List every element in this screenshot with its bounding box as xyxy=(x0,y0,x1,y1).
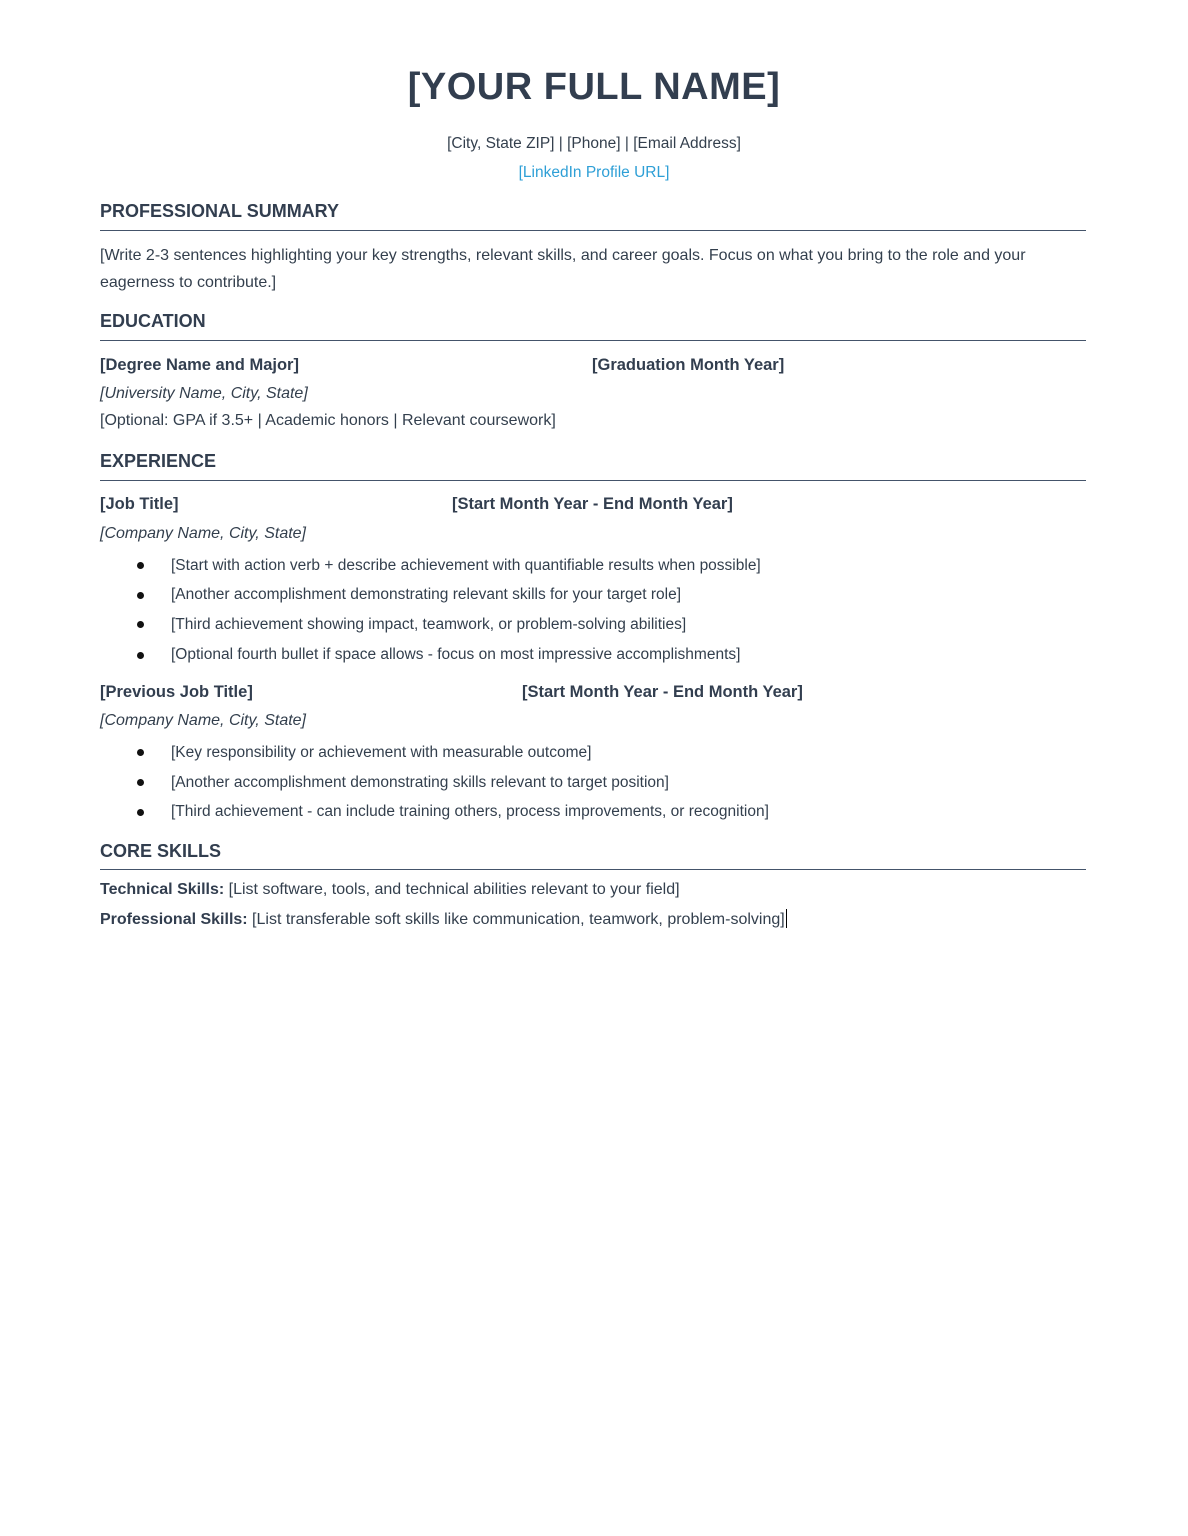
previous-job-dates: [Start Month Year - End Month Year] xyxy=(522,683,803,701)
experience-divider xyxy=(100,480,1086,481)
list-item: [Optional fourth bullet if space allows - focus on most impressive accomplishments] xyxy=(171,646,741,663)
bullet-icon xyxy=(137,592,144,599)
professional-skills-label: Professional Skills: xyxy=(100,911,248,928)
list-item: [Third achievement showing impact, teamwork, or problem-solving abilities] xyxy=(171,616,687,633)
previous-job-title: [Previous Job Title] xyxy=(100,683,253,701)
technical-skills xyxy=(100,881,680,899)
list-item: [Another accomplishment demonstrating relevant skills for your target role] xyxy=(171,586,682,603)
bullet-icon xyxy=(137,652,144,659)
bullet-icon xyxy=(137,779,144,786)
list-item: [Start with action verb + describe achievement with quantifiable results when possible] xyxy=(171,557,761,574)
company-name: [Company Name, City, State] xyxy=(100,525,306,542)
skills-heading: CORE SKILLS xyxy=(100,841,222,861)
list-item: [Key responsibility or achievement with measurable outcome] xyxy=(171,744,592,761)
technical-skills-label: Technical Skills: xyxy=(100,881,225,898)
education-heading: EDUCATION xyxy=(100,311,206,331)
degree-name: [Degree Name and Major] xyxy=(100,356,299,374)
experience-heading: EXPERIENCE xyxy=(100,451,217,471)
education-divider xyxy=(100,340,1086,341)
summary-text: [Write 2-3 sentences highlighting your key strengths, relevant skills, and career goals. Focus on what you bring to the role and your eagerness to contribute.] xyxy=(100,247,1026,291)
bullet-icon xyxy=(137,809,144,816)
skills-divider xyxy=(100,869,1086,870)
text-cursor xyxy=(786,909,787,928)
linkedin-link[interactable]: [LinkedIn Profile URL] xyxy=(518,164,670,181)
list-item: [Third achievement - can include training others, process improvements, or recognition] xyxy=(171,803,769,820)
summary-divider xyxy=(100,230,1086,231)
university-name: [University Name, City, State] xyxy=(100,385,308,402)
full-name: [YOUR FULL NAME] xyxy=(407,66,781,108)
summary-heading: PROFESSIONAL SUMMARY xyxy=(100,201,340,221)
professional-skills xyxy=(100,909,787,929)
bullet-icon xyxy=(137,562,144,569)
technical-skills-text: [List software, tools, and technical abilities relevant to your field] xyxy=(224,881,680,898)
professional-skills-text[interactable]: [List transferable soft skills like communication, teamwork, problem-solving] xyxy=(247,911,785,928)
graduation-date: [Graduation Month Year] xyxy=(592,356,785,374)
list-item: [Another accomplishment demonstrating skills relevant to target position] xyxy=(171,774,669,791)
bullet-icon xyxy=(137,749,144,756)
job-title: [Job Title] xyxy=(100,495,179,513)
education-optional: [Optional: GPA if 3.5+ | Academic honors | Relevant coursework] xyxy=(100,412,556,429)
previous-company-name: [Company Name, City, State] xyxy=(100,712,306,729)
job-dates: [Start Month Year - End Month Year] xyxy=(452,495,733,513)
bullet-icon xyxy=(137,621,144,628)
contact-line: [City, State ZIP] | [Phone] | [Email Address] xyxy=(447,135,741,152)
